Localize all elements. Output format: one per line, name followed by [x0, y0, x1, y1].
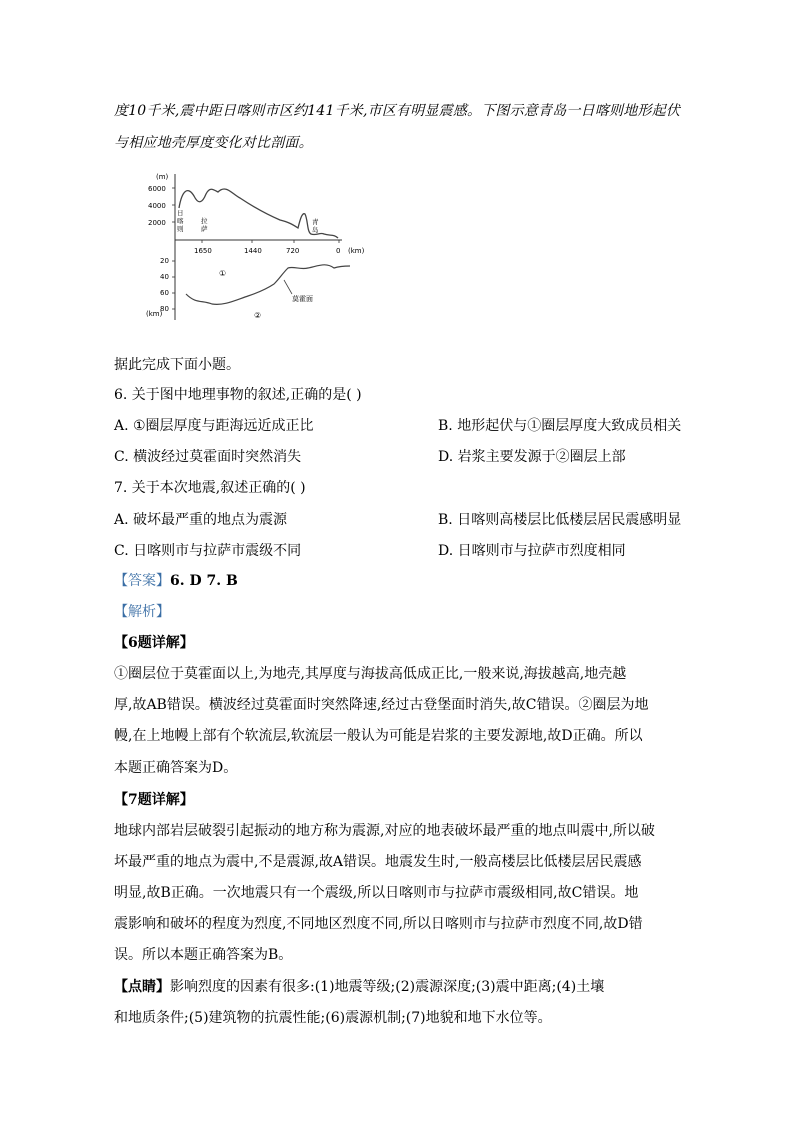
detail-7-line: 明显,故B正确。一次地震只有一个震级,所以日喀则市与拉萨市震级相同,故C错误。地 [114, 885, 639, 901]
y-unit-top: (m) [156, 173, 169, 181]
intro-line-2: 与相应地壳厚度变化对比剖面。 [114, 135, 313, 151]
analysis-tag: 【解析】 [114, 604, 170, 620]
moho-line [186, 265, 350, 305]
x-tick: 0 [336, 247, 341, 255]
place-label-qingdao: 青 [312, 218, 319, 226]
question-7-option-d[interactable]: D. 日喀则市与拉萨市烈度相同 [438, 543, 626, 559]
tip-line-1 [114, 977, 604, 997]
place-label-lasa: 拉 [201, 217, 208, 225]
y-tick-bottom: 80 [160, 305, 169, 313]
question-6-option-a[interactable]: A. ①圈层厚度与距海远近成正比 [114, 418, 314, 434]
x-tick: 720 [286, 247, 300, 255]
y-tick-bottom: 20 [160, 257, 169, 265]
intro-line-1: 度10千米,震中距日喀则市区约141千米,市区有明显震感。下图示意青岛一日喀则地形起伏 [114, 103, 681, 119]
question-7-option-c[interactable]: C. 日喀则市与拉萨市震级不同 [114, 543, 302, 559]
layer-1-label: ① [219, 269, 227, 278]
tip-text-1: 影响烈度的因素有很多:(1)地震等级;(2)震源深度;(3)震中距离;(4)土壤 [170, 979, 605, 995]
x-tick: 1440 [244, 247, 262, 255]
tip-tag: 【点睛】 [114, 979, 170, 995]
question-6-option-d[interactable]: D. 岩浆主要发源于②圈层上部 [438, 449, 626, 465]
prompt-line: 据此完成下面小题。 [114, 357, 240, 373]
svg-text:喀: 喀 [177, 217, 184, 225]
answer-tag: 【答案】 [114, 573, 170, 589]
answer-line [114, 571, 238, 591]
svg-text:萨: 萨 [201, 225, 208, 233]
detail-6-line: 本题正确答案为D。 [114, 760, 238, 776]
layer-2-label: ② [254, 311, 262, 320]
y-tick-top: 6000 [148, 185, 166, 193]
question-6-option-c[interactable]: C. 横波经过莫霍面时突然消失 [114, 449, 302, 465]
question-7-stem: 7. 关于本次地震,叙述正确的( ) [114, 480, 306, 496]
detail-6-line: 厚,故AB错误。横波经过莫霍面时突然降速,经过古登堡面时消失,故C错误。②圈层为地 [114, 697, 649, 713]
y-tick-top: 4000 [148, 202, 166, 210]
place-label-rikaze: 日 [177, 209, 184, 217]
moho-label: 莫霍面 [292, 295, 313, 303]
y-tick-top: 2000 [148, 219, 166, 227]
question-6-stem: 6. 关于图中地理事物的叙述,正确的是( ) [114, 387, 362, 403]
svg-text:则: 则 [177, 225, 184, 233]
detail-7-line: 误。所以本题正确答案为B。 [114, 947, 293, 963]
detail-7-line: 地球内部岩层破裂引起振动的地方称为震源,对应的地表破坏最严重的地点叫震中,所以破 [114, 823, 655, 839]
moho-pointer-line [284, 280, 292, 294]
y-tick-bottom: 60 [160, 289, 169, 297]
question-6-option-b[interactable]: B. 地形起伏与①圈层厚度大致成员相关 [438, 418, 682, 434]
answer-text: 6. D 7. B [170, 573, 238, 589]
terrain-crust-profile-figure [142, 170, 382, 322]
detail-6-line: ①圈层位于莫霍面以上,为地壳,其厚度与海拔高低成正比,一般来说,海拔越高,地壳越 [114, 666, 627, 682]
tip-line-2: 和地质条件;(5)建筑物的抗震性能;(6)震源机制;(7)地貌和地下水位等。 [114, 1010, 552, 1026]
x-unit: (km) [348, 247, 365, 255]
detail-6-line: 幔,在上地幔上部有个软流层,软流层一般认为可能是岩浆的主要发源地,故D正确。所以 [114, 728, 643, 744]
detail-6-title: 【6题详解】 [114, 635, 194, 651]
question-7-option-a[interactable]: A. 破坏最严重的地点为震源 [114, 512, 288, 528]
question-7-option-b[interactable]: B. 日喀则高楼层比低楼层居民震感明显 [438, 512, 682, 528]
detail-7-title: 【7题详解】 [114, 792, 194, 808]
y-unit-bottom: (km) [146, 310, 163, 318]
detail-7-line: 坏最严重的地点为震中,不是震源,故A错误。地震发生时,一般高楼层比低楼层居民震感 [114, 854, 642, 870]
svg-text:岛: 岛 [312, 226, 319, 234]
y-tick-bottom: 40 [160, 273, 169, 281]
detail-7-line: 震影响和破坏的程度为烈度,不同地区烈度不同,所以日喀则市与拉萨市烈度不同,故D错 [114, 916, 643, 932]
x-tick: 1650 [194, 247, 212, 255]
